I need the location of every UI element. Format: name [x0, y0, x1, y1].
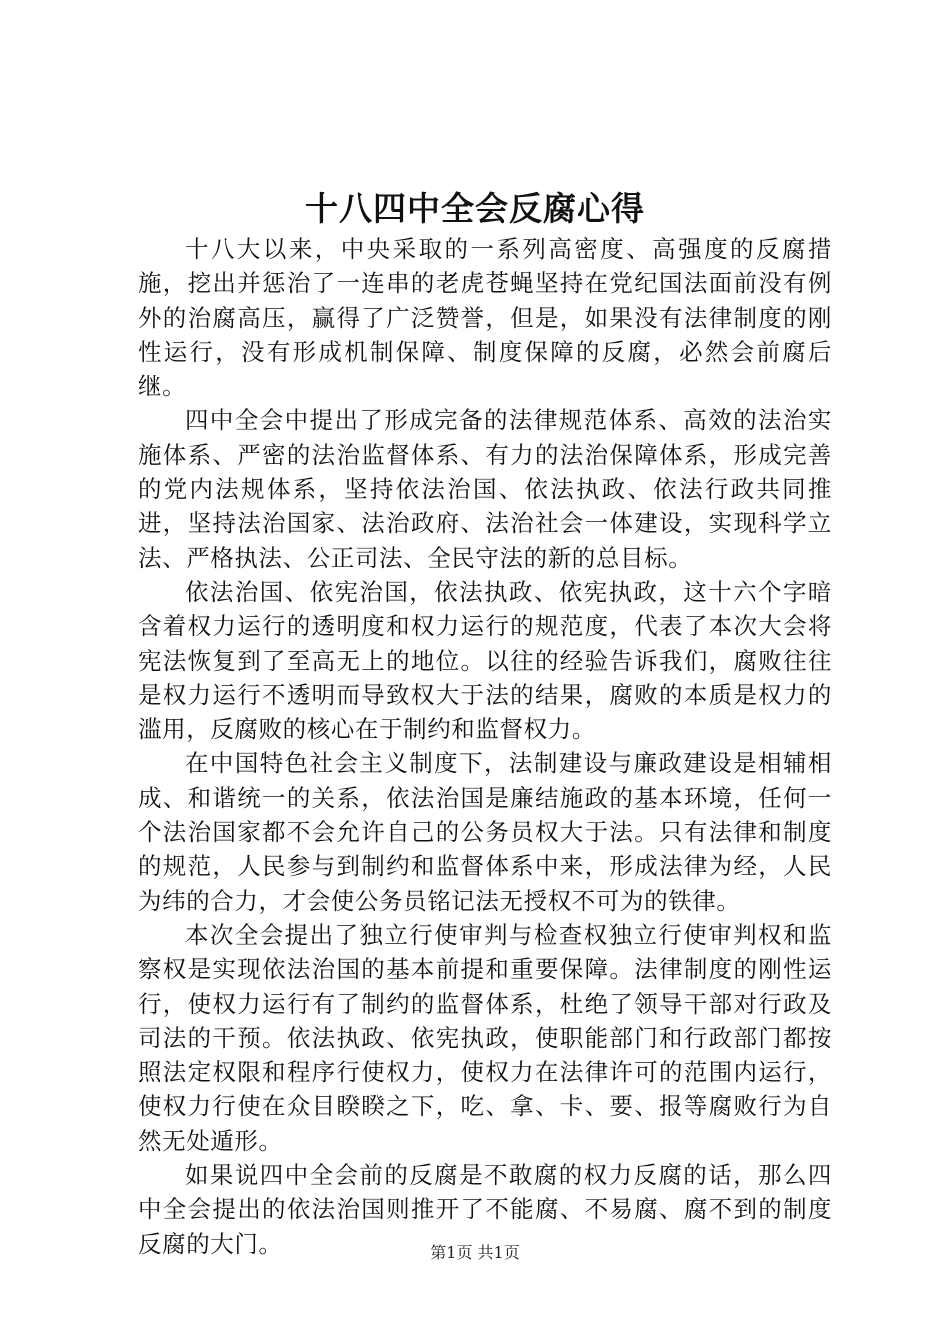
paragraph-1: 十八大以来，中央采取的一系列高密度、高强度的反腐措施，挖出并惩治了一连串的老虎苍蝇坚持在党纪国法面前没有例外的治腐高压，赢得了广泛赞誉，但是，如果没有法律制度的刚性运行，没有形成机制保障、制度保障的反腐，必然会前腐后继。	[138, 235, 832, 401]
page-footer: 第1页 共1页	[430, 1243, 520, 1262]
paragraph-3: 依法治国、依宪治国，依法执政、依宪执政，这十六个字暗含着权力运行的透明度和权力运行的规范度，代表了本次大会将宪法恢复到了至高无上的地位。以往的经验告诉我们，腐败往往是权力运行不透明而导致权大于法的结果，腐败的本质是权力的滥用，反腐败的核心在于制约和监督权力。	[138, 577, 832, 744]
paragraph-2: 四中全会中提出了形成完备的法律规范体系、高效的法治实施体系、严密的法治监督体系、有力的法治保障体系，形成完善的党内法规体系，坚持依法治国、依法执政、依法行政共同推进，坚持法治国家、法治政府、法治社会一体建设，实现科学立法、严格执法、公正司法、全民守法的新的总目标。	[138, 406, 832, 572]
document-title: 十八四中全会反腐心得	[305, 189, 645, 228]
paragraph-4: 在中国特色社会主义制度下，法制建设与廉政建设是相辅相成、和谐统一的关系，依法治国是廉结施政的基本环境，任何一个法治国家都不会允许自己的公务员权大于法。只有法律和制度的规范，人民参与到制约和监督体系中来，形成法律为经，人民为纬的合力，才会使公务员铭记法无授权不可为的铁律。	[138, 749, 832, 915]
document-body	[138, 232, 832, 1261]
paragraph-6: 如果说四中全会前的反腐是不敢腐的权力反腐的话，那么四中全会提出的依法治国则推开了不能腐、不易腐、腐不到的制度反腐的大门。	[138, 1161, 832, 1258]
paragraph-5: 本次全会提出了独立行使审判与检查权独立行使审判权和监察权是实现依法治国的基本前提和重要保障。法律制度的刚性运行，使权力运行有了制约的监督体系，杜绝了领导干部对行政及司法的干预。依法执政、依宪执政，使职能部门和行政部门都按照法定权限和程序行使权力，使权力在法律许可的范围内运行，使权力行使在众目睽睽之下，吃、拿、卡、要、报等腐败行为自然无处遁形。	[138, 920, 832, 1155]
